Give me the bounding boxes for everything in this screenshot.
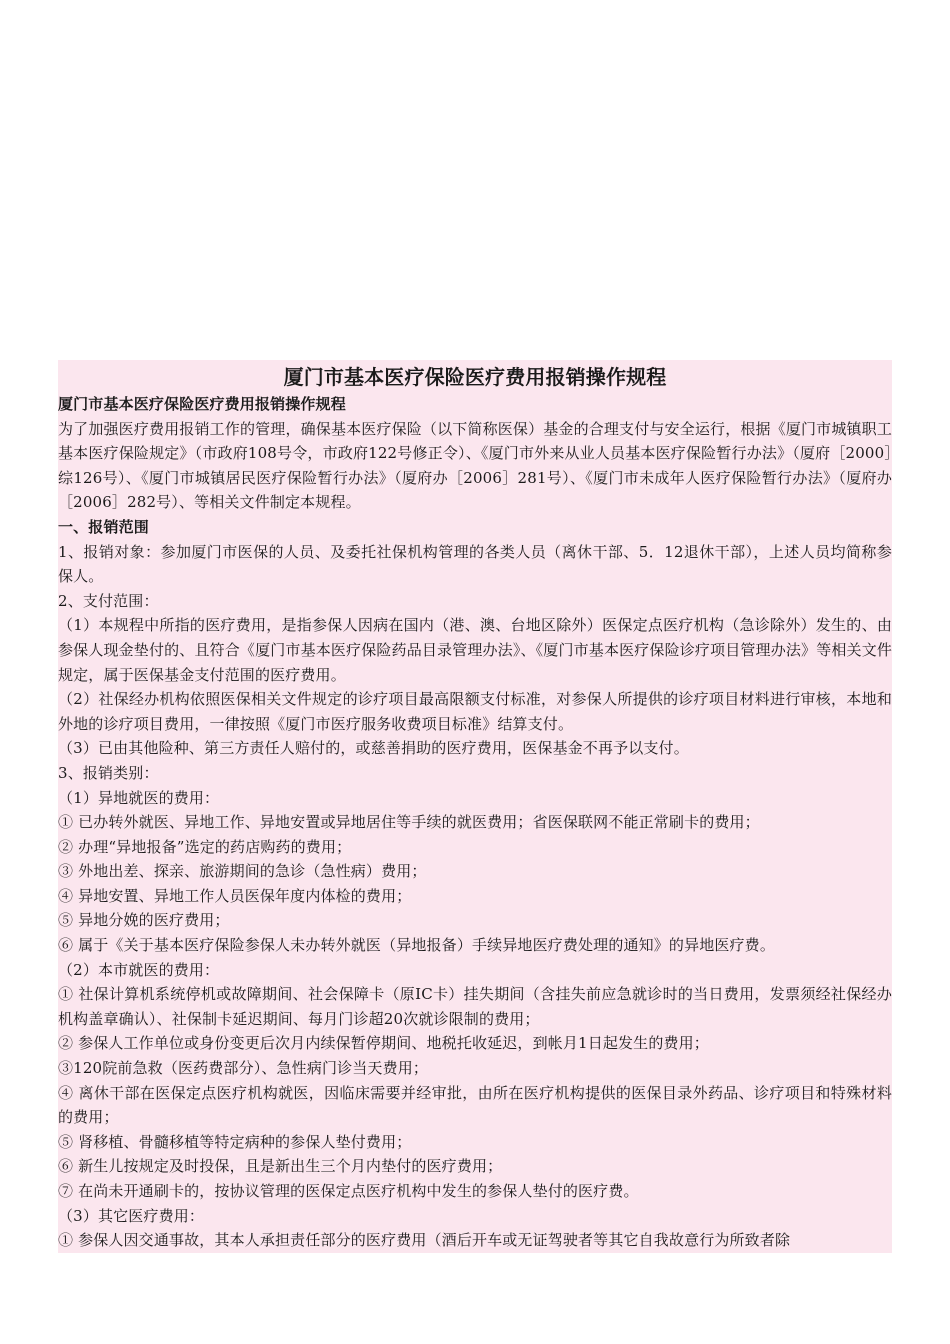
list-item: ① 参保人因交通事故，其本人承担责任部分的医疗费用（酒后开车或无证驾驶者等其它自我故意行为所致者除 (58, 1231, 791, 1250)
intro-paragraph: 为了加强医疗费用报销工作的管理，确保基本医疗保险（以下简称医保）基金的合理支付与安全运行，根据《厦门市城镇职工基本医疗保险规定》（市政府108号令，市政府122号修正令）、《厦门市外来从业人员基本医疗保险暂行办法》（厦府［2000］综126号）、《厦门市城镇居民医疗保险暂行办法》（厦府办［2006］281号）、《厦门市未成年人医疗保险暂行办法》（厦府办［2006］282号）、等相关文件制定本规程。 (58, 419, 892, 512)
paragraph: （2）本市就医的费用： (58, 960, 220, 979)
document-page (58, 360, 892, 1253)
list-item: ③ 外地出差、探亲、旅游期间的急诊（急性病）费用； (58, 862, 427, 881)
paragraph: 3、报销类别： (58, 763, 159, 782)
list-item: ④ 离休干部在医保定点医疗机构就医，因临床需要并经审批，由所在医疗机构提供的医保目录外药品、诊疗项目和特殊材料的费用； (58, 1083, 892, 1127)
list-item: ④ 异地安置、异地工作人员医保年度内体检的费用； (58, 886, 412, 905)
list-item: ⑥ 属于《关于基本医疗保险参保人未办转外就医（异地报备）手续异地医疗费处理的通知》的异地医疗费。 (58, 936, 775, 955)
list-item: ① 社保计算机系统停机或故障期间、社会保障卡（原IC卡）挂失期间（含挂失前应急就诊时的当日费用，发票须经社保经办机构盖章确认）、社保制卡延迟期间、每月门诊超20次就诊限制的费用； (58, 985, 892, 1028)
paragraph: （1）异地就医的费用： (58, 788, 220, 807)
list-item: ⑤ 异地分娩的医疗费用； (58, 911, 230, 930)
list-item: ③120院前急救（医药费部分）、急性病门诊当天费用； (58, 1059, 429, 1078)
paragraph: （3）其它医疗费用： (58, 1206, 205, 1225)
document-title: 厦门市基本医疗保险医疗费用报销操作规程 (283, 365, 667, 389)
paragraph: （2）社保经办机构依照医保相关文件规定的诊疗项目最高限额支付标准，对参保人所提供的诊疗项目材料进行审核，本地和外地的诊疗项目费用，一律按照《厦门市医疗服务收费项目标准》结算支付。 (58, 690, 892, 733)
document-subtitle: 厦门市基本医疗保险医疗费用报销操作规程 (58, 395, 346, 413)
list-item: ① 已办转外就医、异地工作、异地安置或异地居住等手续的就医费用；省医保联网不能正常刷卡的费用； (58, 813, 760, 832)
list-item: ② 参保人工作单位或身份变更后次月内续保暂停期间、地税托收延迟，到帐月1日起发生的费用； (58, 1034, 709, 1053)
list-item: ⑥ 新生儿按规定及时投保，且是新出生三个月内垫付的医疗费用； (58, 1157, 503, 1176)
list-item: ② 办理“异地报备”选定的药店购药的费用； (58, 837, 352, 856)
paragraph: 1、报销对象：参加厦门市医保的人员、及委托社保机构管理的各类人员（离休干部、5．12退休干部），上述人员均简称参保人。 (58, 542, 892, 586)
paragraph: 2、支付范围： (58, 591, 159, 610)
paragraph: （3）已由其他险种、第三方责任人赔付的，或慈善捐助的医疗费用，医保基金不再予以支付。 (58, 739, 689, 758)
list-item: ⑦ 在尚未开通刷卡的，按协议管理的医保定点医疗机构中发生的参保人垫付的医疗费。 (58, 1182, 639, 1200)
list-item: ⑤ 肾移植、骨髓移植等特定病种的参保人垫付费用； (58, 1132, 412, 1151)
section-heading: 一、报销范围 (58, 517, 149, 536)
paragraph: （1）本规程中所指的医疗费用，是指参保人因病在国内（港、澳、台地区除外）医保定点医疗机构（急诊除外）发生的、由参保人现金垫付的、且符合《厦门市基本医疗保险药品目录管理办法》、《厦门市基本医疗保险诊疗项目管理办法》等相关文件规定，属于医保基金支付范围的医疗费用。 (58, 616, 892, 684)
